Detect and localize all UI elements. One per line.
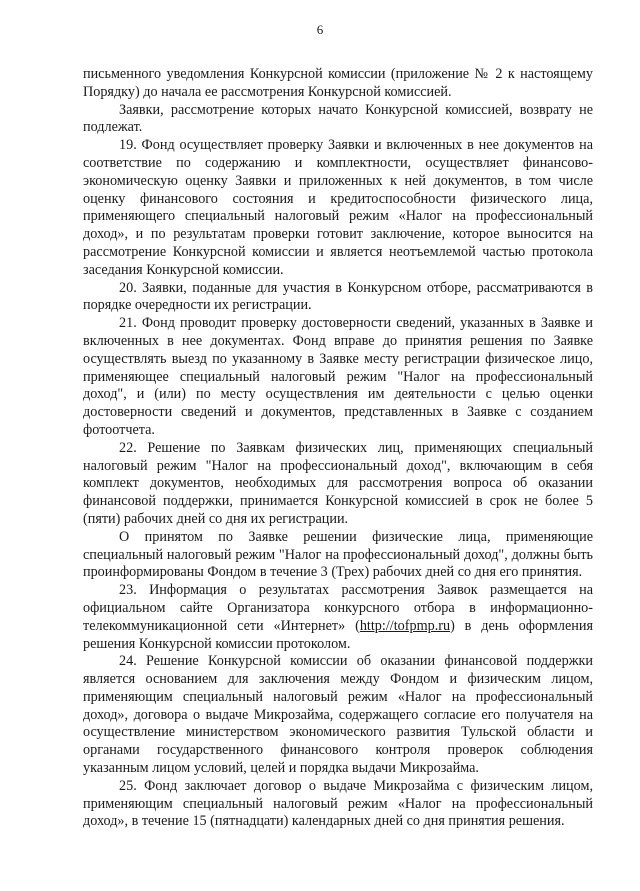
paragraph-21: 21. Фонд проводит проверку достоверности сведений, указанных в Заявке и включенных в нее документах. Фонд вправе до принятия решения по Заявке осуществлять выезд по указанному в Заявке месту регистрации физическое лицо, применяющее специальный налоговый режим "Налог на профессиональный доход", и (или) по месту осуществления им деятельности с целью оценки достоверности сведений и документов, представленных в Заявке с созданием фотоотчета. bbox=[83, 315, 593, 438]
website-link[interactable]: http://tofpmp.ru bbox=[359, 617, 451, 634]
paragraph-continuation: письменного уведомления Конкурсной комиссии (приложение № 2 к настоящему Порядку) до начала ее рассмотрения Конкурсной комиссией. bbox=[83, 66, 593, 100]
paragraph-23-text-before: 23. Информация о результатах рассмотрения Заявок размещается на официальном сайте Организатора конкурсного отбора в информационно-телекоммуникационной сети «Интернет» ( bbox=[83, 582, 593, 634]
paragraph-no-return: Заявки, рассмотрение которых начато Конкурсной комиссией, возврату не подлежат. bbox=[83, 101, 593, 136]
paragraph-23 bbox=[83, 582, 593, 653]
paragraph-20: 20. Заявки, поданные для участия в Конкурсном отборе, рассматриваются в порядке очередности их регистрации. bbox=[83, 279, 593, 314]
paragraph-24: 24. Решение Конкурсной комиссии об оказании финансовой поддержки является основанием для заключения между Фондом и физическим лицом, применяющим специальный налоговый режим «Налог на профессиональный доход», договора о выдаче Микрозайма, содержащего согласие его получателя на осуществление министерством экономического развития Тульской области и органами государственного финансового контроля проверок соблюдения указанным лицом условий, целей и порядка выдачи Микрозайма. bbox=[83, 653, 593, 777]
paragraph-22: 22. Решение по Заявкам физических лиц, применяющих специальный налоговый режим "Налог на профессиональный доход", включающим в себя комплект документов, необходимых для рассмотрения вопроса об оказании финансовой поддержки, принимается Конкурсной комиссией в срок не более 5 (пяти) рабочих дней со дня их регистрации. bbox=[83, 439, 593, 527]
page-number: 6 bbox=[316, 22, 324, 37]
paragraph-decision-notice: О принятом по Заявке решении физические лица, применяющие специальный налоговый режим "Налог на профессиональный доход", должны быть проинформированы Фондом в течение 3 (Трех) рабочих дней со дня его принятия. bbox=[83, 528, 593, 581]
document-body bbox=[83, 66, 593, 831]
paragraph-25: 25. Фонд заключает договор о выдаче Микрозайма с физическим лицом, применяющим специальный налоговый режим «Налог на профессиональный доход», в течение 15 (пятнадцати) календарных дней со дня принятия решения. bbox=[83, 777, 593, 830]
paragraph-23-text-after: ) в день оформления решения Конкурсной комиссии протоколом. bbox=[83, 617, 593, 652]
paragraph-19: 19. Фонд осуществляет проверку Заявки и включенных в нее документов на соответствие по содержанию и комплектности, осуществляет финансово-экономическую оценку Заявки и приложенных к ней документов, в том числе оценку финансового состояния и кредитоспособности физического лица, применяющего специальный налоговый режим «Налог на профессиональный доход», и по результатам проверки готовит заключение, которое выносится на рассмотрение Конкурсной комиссии и является неотъемлемой частью протокола заседания Конкурсной комиссии. bbox=[83, 137, 593, 278]
